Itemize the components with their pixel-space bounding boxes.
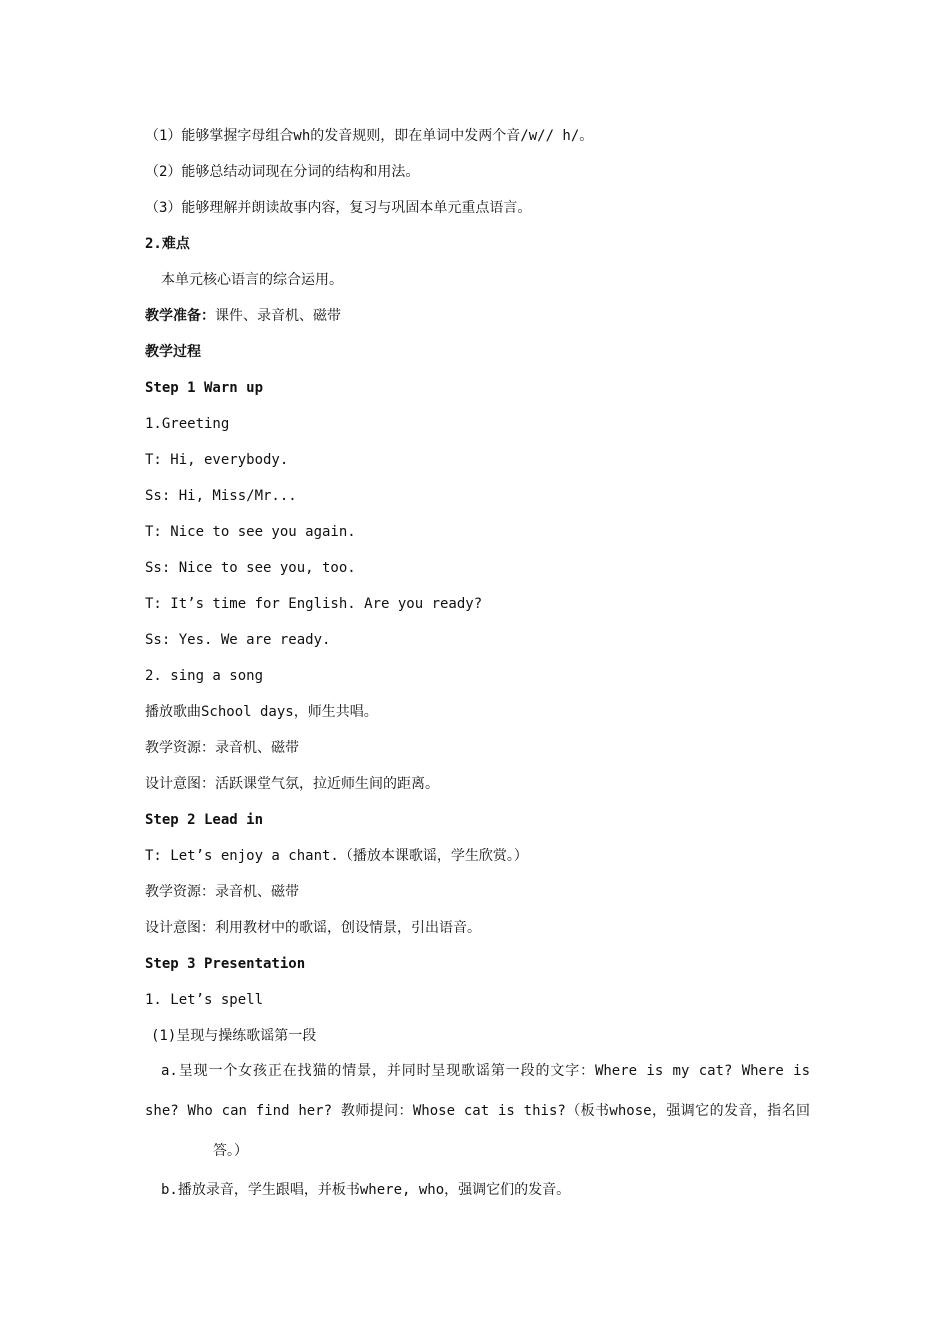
dialogue-line: Ss: Nice to see you, too. [145, 560, 356, 576]
item-b-text: b.播放录音，学生跟唱，并板书where, who，强调它们的发音。 [161, 1182, 571, 1198]
item-a-text: a.呈现一个女孩正在找猫的情景，并同时呈现歌谣第一段的文字：Where is my cat? Where is she? Who can find her? 教师提问：Whose cat is this?（板书whose，强调它的发音，指名回 [145, 1063, 810, 1119]
difficulty-heading: 2.难点 [145, 236, 190, 252]
step3-subtitle: 1. Let’s spell [145, 992, 264, 1008]
preparation-text: 课件、录音机、磁带 [215, 308, 341, 324]
step3-heading: Step 3 Presentation [145, 956, 306, 972]
dialogue-line: T: Nice to see you again. [145, 524, 356, 540]
step2-resource: 教学资源：录音机、磁带 [145, 884, 299, 900]
song-text: 播放歌曲School days，师生共唱。 [145, 704, 378, 720]
objective-1: （1）能够掌握字母组合wh的发音规则，即在单词中发两个音/w// h/。 [145, 128, 594, 144]
objective-3: （3）能够理解并朗读故事内容，复习与巩固本单元重点语言。 [145, 200, 532, 216]
song-title: 2. sing a song [145, 668, 264, 684]
item-a-paragraph [145, 1051, 810, 1171]
objective-2: （2）能够总结动词现在分词的结构和用法。 [145, 164, 420, 180]
step2-intent: 设计意图：利用教材中的歌谣，创设情景，引出语音。 [145, 920, 481, 936]
step1-resource: 教学资源：录音机、磁带 [145, 740, 299, 756]
preparation-label: 教学准备： [145, 308, 215, 324]
process-heading: 教学过程 [145, 344, 201, 360]
item-a-text-end: 答。） [213, 1143, 248, 1159]
part1-title: (1)呈现与操练歌谣第一段 [151, 1028, 317, 1044]
difficulty-text: 本单元核心语言的综合运用。 [161, 272, 343, 288]
dialogue-line: T: Hi, everybody. [145, 452, 289, 468]
dialogue-line: Ss: Yes. We are ready. [145, 632, 331, 648]
preparation-line [145, 306, 815, 326]
step1-heading: Step 1 Warn up [145, 380, 264, 396]
step2-heading: Step 2 Lead in [145, 812, 264, 828]
step2-text: T: Let’s enjoy a chant.（播放本课歌谣，学生欣赏。） [145, 848, 528, 864]
dialogue-line: Ss: Hi, Miss/Mr... [145, 488, 297, 504]
greeting-title: 1.Greeting [145, 416, 230, 432]
step1-intent: 设计意图：活跃课堂气氛，拉近师生间的距离。 [145, 776, 439, 792]
dialogue-line: T: It’s time for English. Are you ready? [145, 596, 483, 612]
